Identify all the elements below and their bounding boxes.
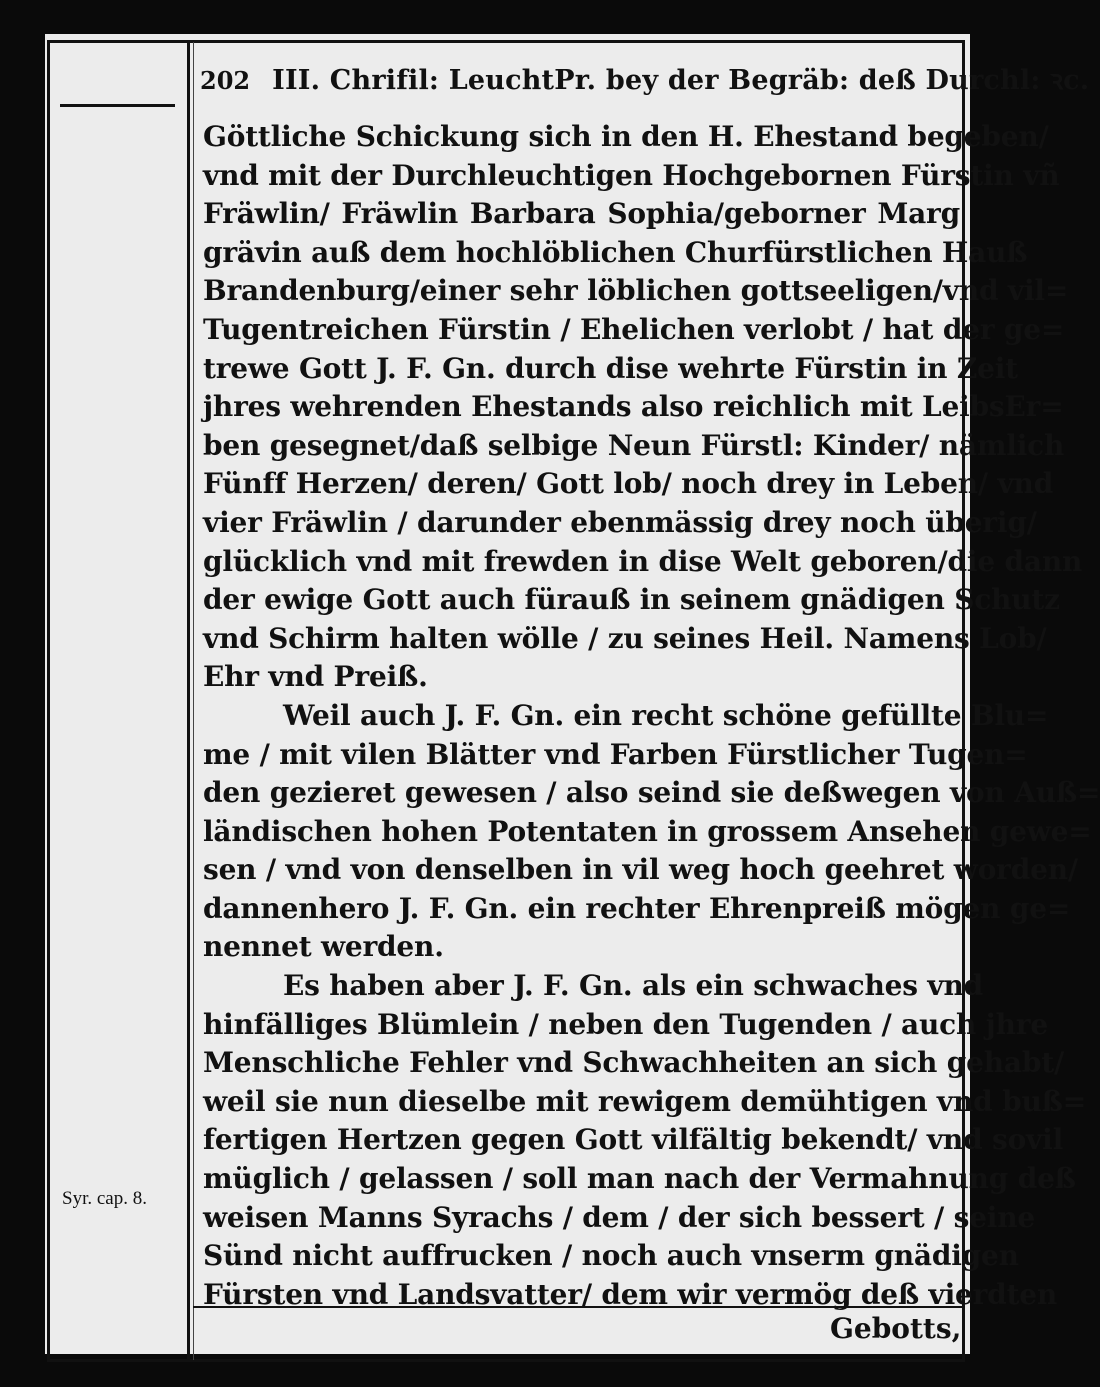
text-line: me / mit vilen Blätter vnd Farben Fürstlicher Tugen= <box>203 737 1028 771</box>
body-text <box>203 118 1100 1314</box>
text-line: Ehr vnd Preiß. <box>203 660 428 694</box>
margin-rule-inner <box>193 42 194 1360</box>
running-head: III. Chrifil: LeuchtPr. bey der Begräb: deß Durchl: ꝛc. <box>272 65 1090 96</box>
text-line: dannenhero J. F. Gn. ein rechter Ehrenpreiß mögen ge= <box>203 891 1071 925</box>
text-line: fertigen Hertzen gegen Gott vilfältig bekendt/ vnd sovil <box>203 1123 1063 1157</box>
catchword: Gebotts, <box>830 1312 962 1345</box>
text-line: trewe Gott J. F. Gn. durch dise wehrte Fürstin in Zeit <box>203 351 1018 385</box>
text-line: grävin auß dem hochlöblichen Churfürstlichen Hauß <box>203 235 1028 269</box>
page-header <box>200 60 1090 96</box>
text-line: vnd Schirm halten wölle / zu seines Heil. Namens Lob/ <box>203 621 1047 655</box>
text-line: vier Fräwlin / darunder ebenmässig drey noch überig/ <box>203 505 1037 539</box>
margin-note: Syr. cap. 8. <box>62 1188 147 1209</box>
text-line: Weil auch J. F. Gn. ein recht schöne gefüllte Blu= <box>283 698 1049 732</box>
text-line: weil sie nun dieselbe mit rewigem demühtigen vnd buß= <box>203 1084 1086 1118</box>
text-line: Sünd nicht auffrucken / noch auch vnserm gnädigen <box>203 1239 1019 1273</box>
margin-rule <box>187 42 190 1360</box>
text-line: nennet werden. <box>203 930 444 964</box>
text-line: Tugentreichen Fürstin / Ehelichen verlobt / hat der ge= <box>203 312 1065 346</box>
text-line: hinfälliges Blümlein / neben den Tugenden / auch jhre <box>203 1007 1048 1041</box>
text-line: Fünff Herzen/ deren/ Gott lob/ noch drey in Leben/ vnd <box>203 467 1054 501</box>
margin-top-rule <box>60 104 175 107</box>
text-line: Es haben aber J. F. Gn. als ein schwaches vnd <box>283 969 983 1003</box>
text-line: Menschliche Fehler vnd Schwachheiten an sich gehabt/ <box>203 1046 1064 1080</box>
text-line: jhres wehrenden Ehestands also reichlich mit LeibsEr= <box>203 390 1064 424</box>
text-line: Fräwlin/ Fräwlin Barbara Sophia/geborner Marg <box>203 197 960 231</box>
text-line: vnd mit der Durchleuchtigen Hochgebornen Fürstin vñ <box>203 158 1060 192</box>
text-line: glücklich vnd mit frewden in dise Welt geboren/die dann <box>203 544 1083 578</box>
text-line: müglich / gelassen / soll man nach der Vermahnung deß <box>203 1162 1076 1196</box>
page-number: 202 <box>200 66 251 95</box>
text-line: ländischen hohen Potentaten in grossem Ansehen gewe= <box>203 814 1092 848</box>
text-line: Brandenburg/einer sehr löblichen gottseeligen/vnd vil= <box>203 274 1069 308</box>
text-line: sen / vnd von denselben in vil weg hoch geehret worden/ <box>203 853 1078 887</box>
text-line: weisen Manns Syrachs / dem / der sich bessert / seine <box>203 1200 1035 1234</box>
text-line: den gezieret gewesen / also seind sie deßwegen von Auß= <box>203 776 1100 810</box>
text-line: der ewige Gott auch fürauß in seinem gnädigen Schutz <box>203 583 1060 617</box>
text-line: Fürsten vnd Landsvatter/ dem wir vermög deß vierdten <box>203 1277 1058 1311</box>
text-line: Göttliche Schickung sich in den H. Ehestand begeben/ <box>203 120 1049 153</box>
text-line: ben gesegnet/daß selbige Neun Fürstl: Kinder/ nämlich <box>203 428 1065 462</box>
